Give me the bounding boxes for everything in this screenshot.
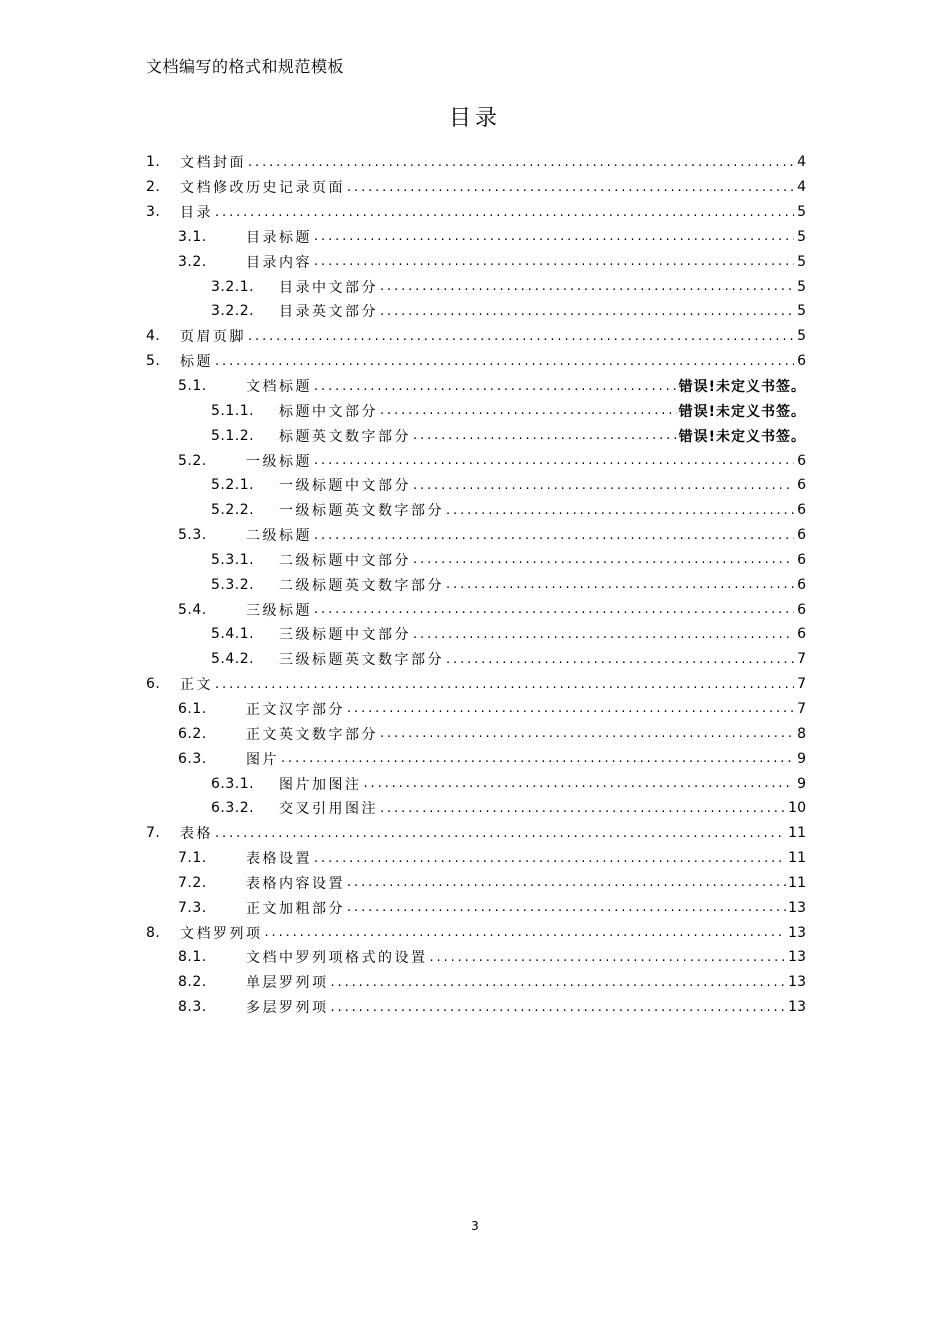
toc-leader-dots — [215, 354, 794, 369]
toc-entry-number: 5.3. — [178, 527, 207, 544]
toc-leader-dots — [248, 329, 794, 344]
toc-entry-page: 5 — [797, 253, 806, 270]
toc-entry-number: 2. — [146, 179, 161, 196]
toc-leader-dots — [380, 279, 794, 294]
toc-leader-dots — [265, 925, 787, 940]
toc-entry[interactable] — [146, 274, 806, 299]
toc-entry-text: 表格 — [180, 826, 213, 843]
toc-leader-dots — [248, 155, 794, 170]
toc-entry-text: 二级标题 — [246, 528, 312, 545]
toc-entry[interactable] — [146, 746, 806, 771]
table-of-contents — [146, 150, 806, 1020]
toc-entry-number: 4. — [146, 328, 161, 345]
toc-entry[interactable] — [146, 548, 806, 573]
toc-entry-text: 目录标题 — [246, 229, 312, 246]
toc-leader-dots — [380, 403, 677, 418]
toc-entry-page: 9 — [797, 750, 806, 767]
toc-entry-text: 单层罗列项 — [246, 975, 329, 992]
toc-entry-page: 4 — [797, 179, 806, 196]
toc-entry-page: 13 — [788, 899, 806, 916]
toc-entry-text: 图片加图注 — [279, 776, 362, 793]
toc-entry[interactable] — [146, 821, 806, 846]
toc-entry-text: 一级标题中文部分 — [279, 478, 411, 495]
toc-entry-number: 5.4.1. — [211, 626, 255, 643]
toc-entry[interactable] — [146, 200, 806, 225]
toc-entry-number: 3.2.2. — [211, 303, 255, 320]
toc-entry-number: 3. — [146, 204, 161, 221]
toc-entry[interactable] — [146, 225, 806, 250]
toc-entry-text: 一级标题 — [246, 453, 312, 470]
toc-entry-number: 7.3. — [178, 899, 207, 916]
toc-entry-page: 11 — [788, 850, 806, 867]
toc-leader-dots — [314, 379, 677, 394]
toc-entry-text: 交叉引用图注 — [279, 801, 378, 818]
toc-entry-text: 标题英文数字部分 — [279, 428, 411, 445]
toc-entry-page: 13 — [788, 999, 806, 1016]
toc-entry-page: 10 — [788, 800, 806, 817]
toc-entry-text: 多层罗列项 — [246, 1000, 329, 1017]
toc-entry-number: 5.2. — [178, 452, 207, 469]
toc-entry[interactable] — [146, 150, 806, 175]
toc-entry-number: 6.3.1. — [211, 775, 255, 792]
toc-entry-number: 8.2. — [178, 974, 207, 991]
toc-entry-number: 5. — [146, 353, 161, 370]
toc-entry-number: 8. — [146, 924, 161, 941]
toc-leader-dots — [380, 726, 794, 741]
page-number: 3 — [471, 1219, 479, 1233]
toc-entry-number: 3.2. — [178, 253, 207, 270]
toc-leader-dots — [215, 677, 794, 692]
toc-entry-page: 6 — [797, 551, 806, 568]
toc-entry[interactable] — [146, 895, 806, 920]
toc-leader-dots — [281, 751, 794, 766]
toc-entry-number: 7.2. — [178, 874, 207, 891]
toc-entry-page: 6 — [797, 626, 806, 643]
toc-entry[interactable] — [146, 672, 806, 697]
toc-entry-page: 6 — [797, 502, 806, 519]
toc-entry-page: 13 — [788, 924, 806, 941]
toc-entry[interactable] — [146, 647, 806, 672]
toc-entry-page: 7 — [797, 700, 806, 717]
toc-entry[interactable] — [146, 995, 806, 1020]
toc-entry[interactable] — [146, 721, 806, 746]
toc-entry[interactable] — [146, 349, 806, 374]
toc-entry[interactable] — [146, 697, 806, 722]
toc-entry-page: 9 — [797, 775, 806, 792]
toc-entry[interactable] — [146, 423, 806, 448]
toc-entry-text: 文档修改历史记录页面 — [180, 180, 345, 197]
toc-entry-page: 6 — [797, 477, 806, 494]
toc-entry-number: 6.2. — [178, 725, 207, 742]
toc-entry-text: 文档封面 — [180, 155, 246, 172]
toc-entry[interactable] — [146, 448, 806, 473]
toc-entry-page: 4 — [797, 154, 806, 171]
toc-leader-dots — [347, 701, 794, 716]
toc-leader-dots — [314, 851, 786, 866]
toc-entry-error-text: 错误!未定义书签。 — [678, 379, 806, 396]
toc-leader-dots — [331, 1000, 787, 1015]
toc-entry[interactable] — [146, 299, 806, 324]
toc-entry[interactable] — [146, 572, 806, 597]
toc-leader-dots — [413, 552, 794, 567]
toc-entry-page: 6 — [797, 527, 806, 544]
toc-entry-page: 5 — [797, 278, 806, 295]
toc-entry-text: 正文汉字部分 — [246, 701, 345, 718]
toc-leader-dots — [347, 180, 794, 195]
toc-entry-number: 5.1.1. — [211, 402, 255, 419]
toc-entry-text: 表格设置 — [246, 851, 312, 868]
toc-entry-text: 标题中文部分 — [279, 403, 378, 420]
toc-leader-dots — [446, 503, 794, 518]
toc-entry-text: 目录内容 — [246, 254, 312, 271]
toc-entry-number: 5.4.2. — [211, 651, 255, 668]
toc-entry[interactable] — [146, 249, 806, 274]
toc-entry-text: 二级标题英文数字部分 — [279, 577, 444, 594]
toc-leader-dots — [215, 826, 786, 841]
toc-entry[interactable] — [146, 523, 806, 548]
toc-entry-text: 一级标题英文数字部分 — [279, 503, 444, 520]
toc-entry[interactable] — [146, 846, 806, 871]
toc-entry-text: 三级标题英文数字部分 — [279, 652, 444, 669]
toc-entry[interactable] — [146, 771, 806, 796]
toc-entry-number: 3.1. — [178, 228, 207, 245]
toc-leader-dots — [430, 950, 787, 965]
toc-entry-page: 13 — [788, 974, 806, 991]
toc-leader-dots — [347, 875, 786, 890]
toc-entry-text: 目录 — [180, 205, 213, 222]
toc-entry-page: 5 — [797, 328, 806, 345]
toc-entry-number: 5.1. — [178, 378, 207, 395]
toc-entry[interactable] — [146, 970, 806, 995]
toc-entry-text: 正文 — [180, 677, 213, 694]
toc-entry-number: 5.1.2. — [211, 427, 255, 444]
toc-entry-page: 5 — [797, 228, 806, 245]
toc-entry-text: 正文英文数字部分 — [246, 726, 378, 743]
toc-entry-page: 7 — [797, 676, 806, 693]
toc-leader-dots — [347, 900, 786, 915]
toc-entry-text: 目录英文部分 — [279, 304, 378, 321]
toc-leader-dots — [314, 453, 794, 468]
toc-leader-dots — [314, 229, 794, 244]
toc-entry-text: 三级标题 — [246, 602, 312, 619]
toc-leader-dots — [413, 478, 794, 493]
toc-title: 目录 — [448, 106, 501, 131]
toc-entry-page: 13 — [788, 949, 806, 966]
toc-entry-text: 文档罗列项 — [180, 925, 263, 942]
toc-entry-text: 标题 — [180, 354, 213, 371]
toc-entry-number: 3.2.1. — [211, 278, 255, 295]
toc-entry-number: 1. — [146, 154, 161, 171]
toc-entry-number: 5.2.2. — [211, 502, 255, 519]
toc-entry[interactable] — [146, 920, 806, 945]
toc-entry-number: 8.3. — [178, 999, 207, 1016]
toc-entry-page: 11 — [788, 874, 806, 891]
toc-entry-text: 表格内容设置 — [246, 875, 345, 892]
toc-entry-number: 6.3. — [178, 750, 207, 767]
toc-entry-page: 6 — [797, 576, 806, 593]
toc-leader-dots — [364, 776, 795, 791]
toc-entry-text: 页眉页脚 — [180, 329, 246, 346]
toc-entry[interactable] — [146, 175, 806, 200]
toc-entry[interactable] — [146, 597, 806, 622]
toc-leader-dots — [413, 627, 794, 642]
toc-entry-text: 正文加粗部分 — [246, 900, 345, 917]
toc-entry-page: 7 — [797, 651, 806, 668]
toc-entry-text: 目录中文部分 — [279, 279, 378, 296]
toc-entry-number: 7. — [146, 825, 161, 842]
toc-entry-page: 6 — [797, 452, 806, 469]
toc-leader-dots — [314, 528, 794, 543]
toc-entry[interactable] — [146, 498, 806, 523]
toc-leader-dots — [215, 205, 794, 220]
toc-leader-dots — [331, 975, 787, 990]
toc-entry-number: 6.1. — [178, 700, 207, 717]
toc-entry-number: 7.1. — [178, 850, 207, 867]
toc-entry-text: 二级标题中文部分 — [279, 552, 411, 569]
toc-entry-number: 5.3.1. — [211, 551, 255, 568]
toc-leader-dots — [380, 801, 786, 816]
toc-leader-dots — [413, 428, 677, 443]
toc-entry[interactable] — [146, 796, 806, 821]
toc-entry-number: 6.3.2. — [211, 800, 255, 817]
toc-entry-page: 5 — [797, 303, 806, 320]
toc-leader-dots — [314, 254, 794, 269]
toc-entry-text: 三级标题中文部分 — [279, 627, 411, 644]
toc-entry[interactable] — [146, 945, 806, 970]
toc-leader-dots — [446, 652, 794, 667]
toc-entry-error-text: 错误!未定义书签。 — [678, 428, 806, 445]
toc-entry-number: 8.1. — [178, 949, 207, 966]
toc-entry[interactable] — [146, 374, 806, 399]
toc-entry-text: 文档中罗列项格式的设置 — [246, 950, 428, 967]
toc-entry[interactable] — [146, 870, 806, 895]
toc-entry[interactable] — [146, 398, 806, 423]
toc-leader-dots — [446, 577, 794, 592]
toc-entry-number: 5.2.1. — [211, 477, 255, 494]
page-header: 文档编写的格式和规范模板 — [146, 57, 345, 76]
toc-entry[interactable] — [146, 324, 806, 349]
toc-entry-number: 6. — [146, 676, 161, 693]
toc-leader-dots — [380, 304, 794, 319]
toc-entry-page: 6 — [797, 353, 806, 370]
toc-entry-page: 11 — [788, 825, 806, 842]
toc-entry[interactable] — [146, 473, 806, 498]
toc-entry-text: 文档标题 — [246, 379, 312, 396]
toc-entry-error-text: 错误!未定义书签。 — [678, 403, 806, 420]
toc-entry-page: 8 — [797, 725, 806, 742]
toc-entry-text: 图片 — [246, 751, 279, 768]
toc-entry[interactable] — [146, 622, 806, 647]
toc-leader-dots — [314, 602, 794, 617]
toc-entry-number: 5.4. — [178, 601, 207, 618]
toc-entry-number: 5.3.2. — [211, 576, 255, 593]
toc-entry-page: 6 — [797, 601, 806, 618]
toc-entry-page: 5 — [797, 204, 806, 221]
